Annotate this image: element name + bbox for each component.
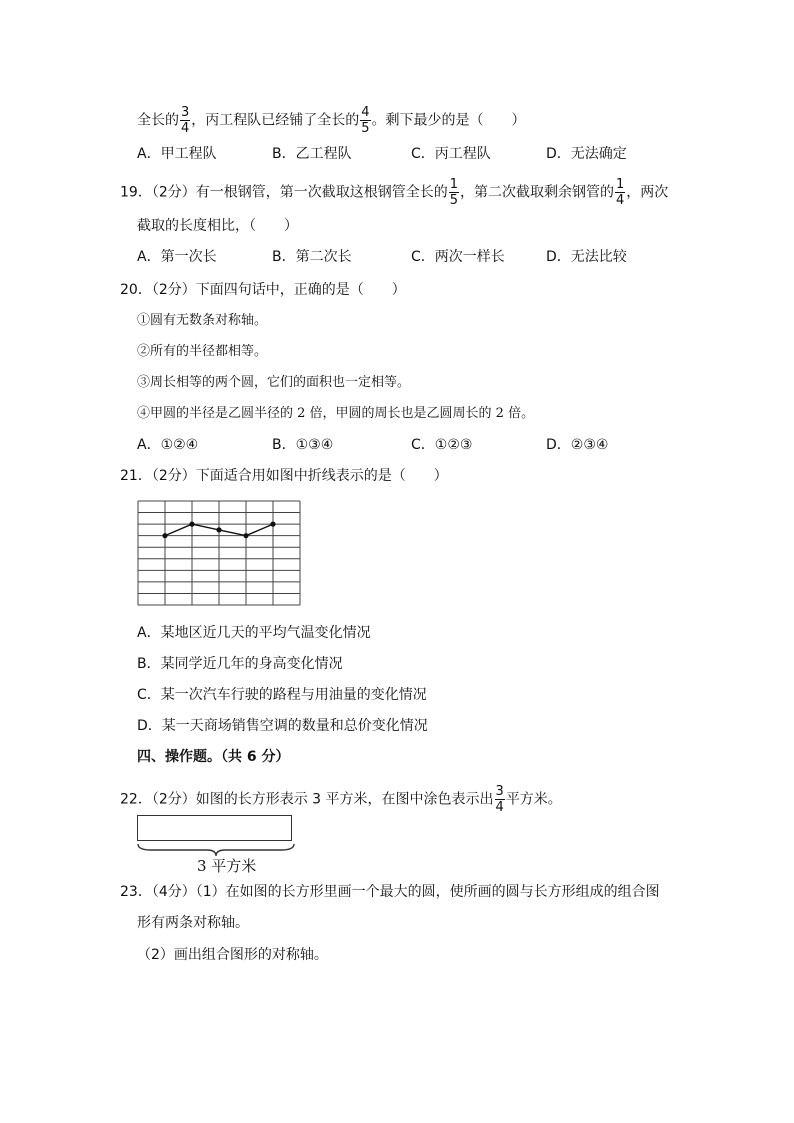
q19-text-c: ，两次	[626, 184, 669, 201]
q18-line	[137, 106, 526, 135]
q22-rectangle[interactable]	[137, 815, 292, 841]
q22-text-b: 平方米。	[505, 791, 562, 808]
q18-text-a: 全长的	[137, 112, 179, 129]
q18-option-c[interactable]: C．丙工程队	[411, 146, 491, 162]
q18-option-b[interactable]: B．乙工程队	[272, 146, 352, 162]
q18-option-d[interactable]: D．无法确定	[546, 146, 627, 162]
q22-stem	[120, 785, 562, 814]
q21-stem: 21．（2分）下面适合用如图中折线表示的是（ ）	[120, 468, 448, 484]
q19-option-c[interactable]: C．两次一样长	[411, 249, 505, 265]
data-point	[216, 527, 221, 532]
q18-option-a[interactable]: A．甲工程队	[137, 146, 217, 162]
data-point	[243, 533, 248, 538]
q19-fraction-2: $\frac{1}{4}$	[616, 177, 625, 208]
q19-option-d[interactable]: D．无法比较	[546, 249, 627, 265]
q18-fraction-1: $\frac{3}{4}$	[181, 105, 190, 136]
q20-statement-4: ④甲圆的半径是乙圆半径的 2 倍，甲圆的周长也是乙圆周长的 2 倍。	[137, 406, 535, 421]
q20-option-c[interactable]: C．①②③	[411, 437, 473, 453]
q18-text-b: ，丙工程队已经铺了全长的	[191, 112, 360, 129]
q19-fraction-1: $\frac{1}{5}$	[449, 177, 459, 208]
q20-option-b[interactable]: B．①③④	[272, 437, 334, 453]
data-point	[270, 522, 275, 527]
q19-text-a: 19．（2分）有一根钢管，第一次截取这根钢管全长的	[120, 184, 448, 201]
q21-option-a[interactable]: A．某地区近几天的平均气温变化情况	[137, 625, 371, 641]
q18-fraction-2: $\frac{4}{5}$	[361, 105, 370, 136]
q20-statement-3: ③周长相等的两个圆，它们的面积也一定相等。	[137, 375, 411, 390]
q18-text-c: 。剩下最少的是（ ）	[371, 112, 526, 129]
q19-line1	[120, 178, 668, 207]
q20-option-a[interactable]: A．①②④	[137, 437, 199, 453]
q19-option-b[interactable]: B．第二次长	[272, 249, 352, 265]
q21-option-b[interactable]: B．某同学近几年的身高变化情况	[137, 656, 343, 672]
q21-line-chart	[137, 500, 301, 606]
q22-figure-label: 3 平方米	[197, 857, 257, 875]
q20-statement-1: ①圆有无数条对称轴。	[137, 313, 268, 328]
q23-line3: （2）画出组合图形的对称轴。	[137, 947, 328, 963]
q19-line2: 截取的长度相比，（ ）	[137, 218, 298, 234]
q19-option-a[interactable]: A．第一次长	[137, 249, 217, 265]
q19-text-b: ，第二次截取剩余钢管的	[460, 184, 615, 201]
data-point	[189, 522, 194, 527]
q23-line1: 23．（4分）（1）在如图的长方形里画一个最大的圆，使所画的圆与长方形组成的组合图	[120, 884, 660, 900]
q23-line2: 形有两条对称轴。	[137, 915, 249, 931]
q20-statement-2: ②所有的半径都相等。	[137, 344, 268, 359]
q21-option-c[interactable]: C．某一次汽车行驶的路程与用油量的变化情况	[137, 687, 427, 703]
q22-fraction: $\frac{3}{4}$	[495, 784, 504, 815]
data-point	[162, 533, 167, 538]
section-title: 四、操作题。（共 6 分）	[137, 749, 290, 765]
q22-text-a: 22．（2分）如图的长方形表示 3 平方米，在图中涂色表示出	[120, 791, 494, 808]
q20-option-d[interactable]: D．②③④	[546, 437, 609, 453]
q21-option-d[interactable]: D．某一天商场销售空调的数量和总价变化情况	[137, 718, 428, 734]
q22-brace	[137, 843, 295, 857]
q20-stem: 20．（2分）下面四句话中，正确的是（ ）	[120, 282, 406, 298]
